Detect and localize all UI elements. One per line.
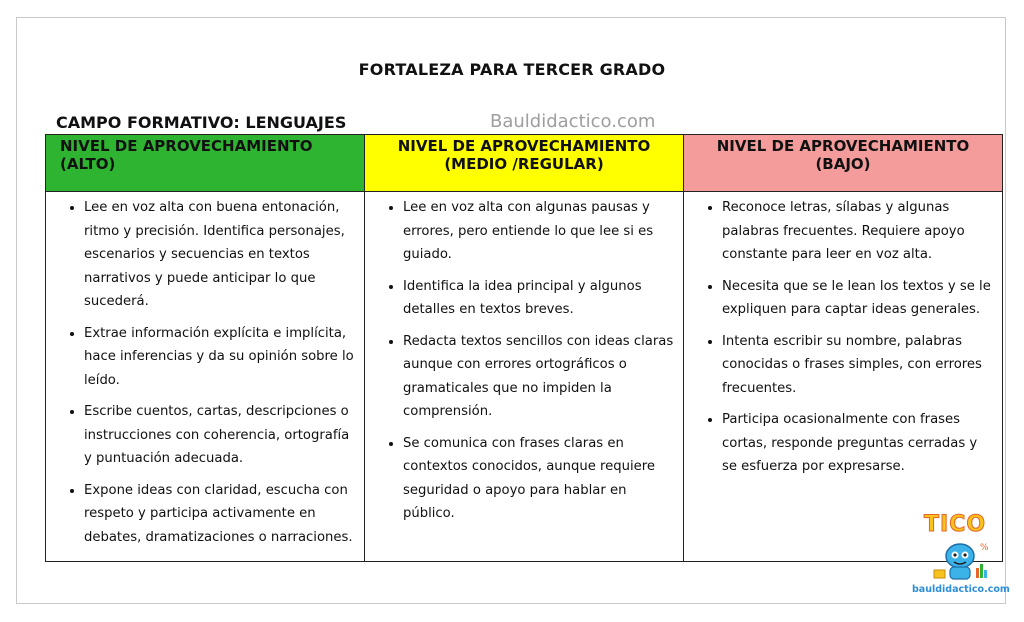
list-item: • Participa ocasionalmente con frases cortas, responde preguntas cerradas y se esfuerza por expresarse. bbox=[722, 408, 994, 479]
list-item: • Identifica la idea principal y algunos detalles en textos breves. bbox=[403, 275, 675, 322]
cell-bajo bbox=[684, 192, 1003, 562]
list-item: • Reconoce letras, sílabas y algunas palabras frecuentes. Requiere apoyo constante para leer en voz alta. bbox=[722, 196, 994, 267]
header-bajo: NIVEL DE APROVECHAMIENTO (BAJO) bbox=[684, 135, 1003, 192]
cell-medio bbox=[365, 192, 684, 562]
list-item: • Extrae información explícita e implícita, hace inferencias y da su opinión sobre lo leído. bbox=[84, 322, 356, 393]
watermark-text: Bauldidactico.com bbox=[490, 111, 656, 132]
document-title: FORTALEZA PARA TERCER GRADO bbox=[358, 60, 666, 79]
list-item: • Expone ideas con claridad, escucha con respeto y participa activamente en debates, dramatizaciones o narraciones. bbox=[84, 479, 356, 550]
svg-text:%: % bbox=[980, 543, 989, 553]
logo-url: bauldidactico.com bbox=[912, 584, 1010, 595]
header-medio: NIVEL DE APROVECHAMIENTO (MEDIO /REGULAR) bbox=[365, 135, 684, 192]
header-alto: NIVEL DE APROVECHAMIENTO (ALTO) bbox=[46, 135, 365, 192]
list-bajo bbox=[690, 196, 994, 479]
campo-formativo-label: CAMPO FORMATIVO: LENGUAJES bbox=[56, 113, 347, 132]
list-medio bbox=[371, 196, 675, 526]
list-item: • Necesita que se le lean los textos y se le expliquen para captar ideas generales. bbox=[722, 275, 994, 322]
tico-logo bbox=[912, 512, 1010, 602]
list-item: • Escribe cuentos, cartas, descripciones o instrucciones con coherencia, ortografía y puntuación adecuada. bbox=[84, 400, 356, 471]
list-item: • Lee en voz alta con buena entonación, ritmo y precisión. Identifica personajes, escenarios y secuencias en textos narrativos y puede anticipar lo que sucederá. bbox=[84, 196, 356, 314]
header-row bbox=[46, 135, 1003, 192]
list-item: • Lee en voz alta con algunas pausas y errores, pero entiende lo que lee si es guiado. bbox=[403, 196, 675, 267]
list-item: • Redacta textos sencillos con ideas claras aunque con errores ortográficos o gramaticales que no impiden la comprensión. bbox=[403, 330, 675, 424]
cell-alto bbox=[46, 192, 365, 562]
content-row bbox=[46, 192, 1003, 562]
list-item: • Se comunica con frases claras en contextos conocidos, aunque requiere seguridad o apoyo para hablar en público. bbox=[403, 432, 675, 526]
list-item: • Intenta escribir su nombre, palabras conocidas o frases simples, con errores frecuentes. bbox=[722, 330, 994, 401]
levels-table bbox=[45, 134, 1003, 562]
list-alto bbox=[52, 196, 356, 549]
logo-wordmark: TICO bbox=[924, 512, 987, 537]
robot-mascot-icon bbox=[930, 536, 990, 584]
